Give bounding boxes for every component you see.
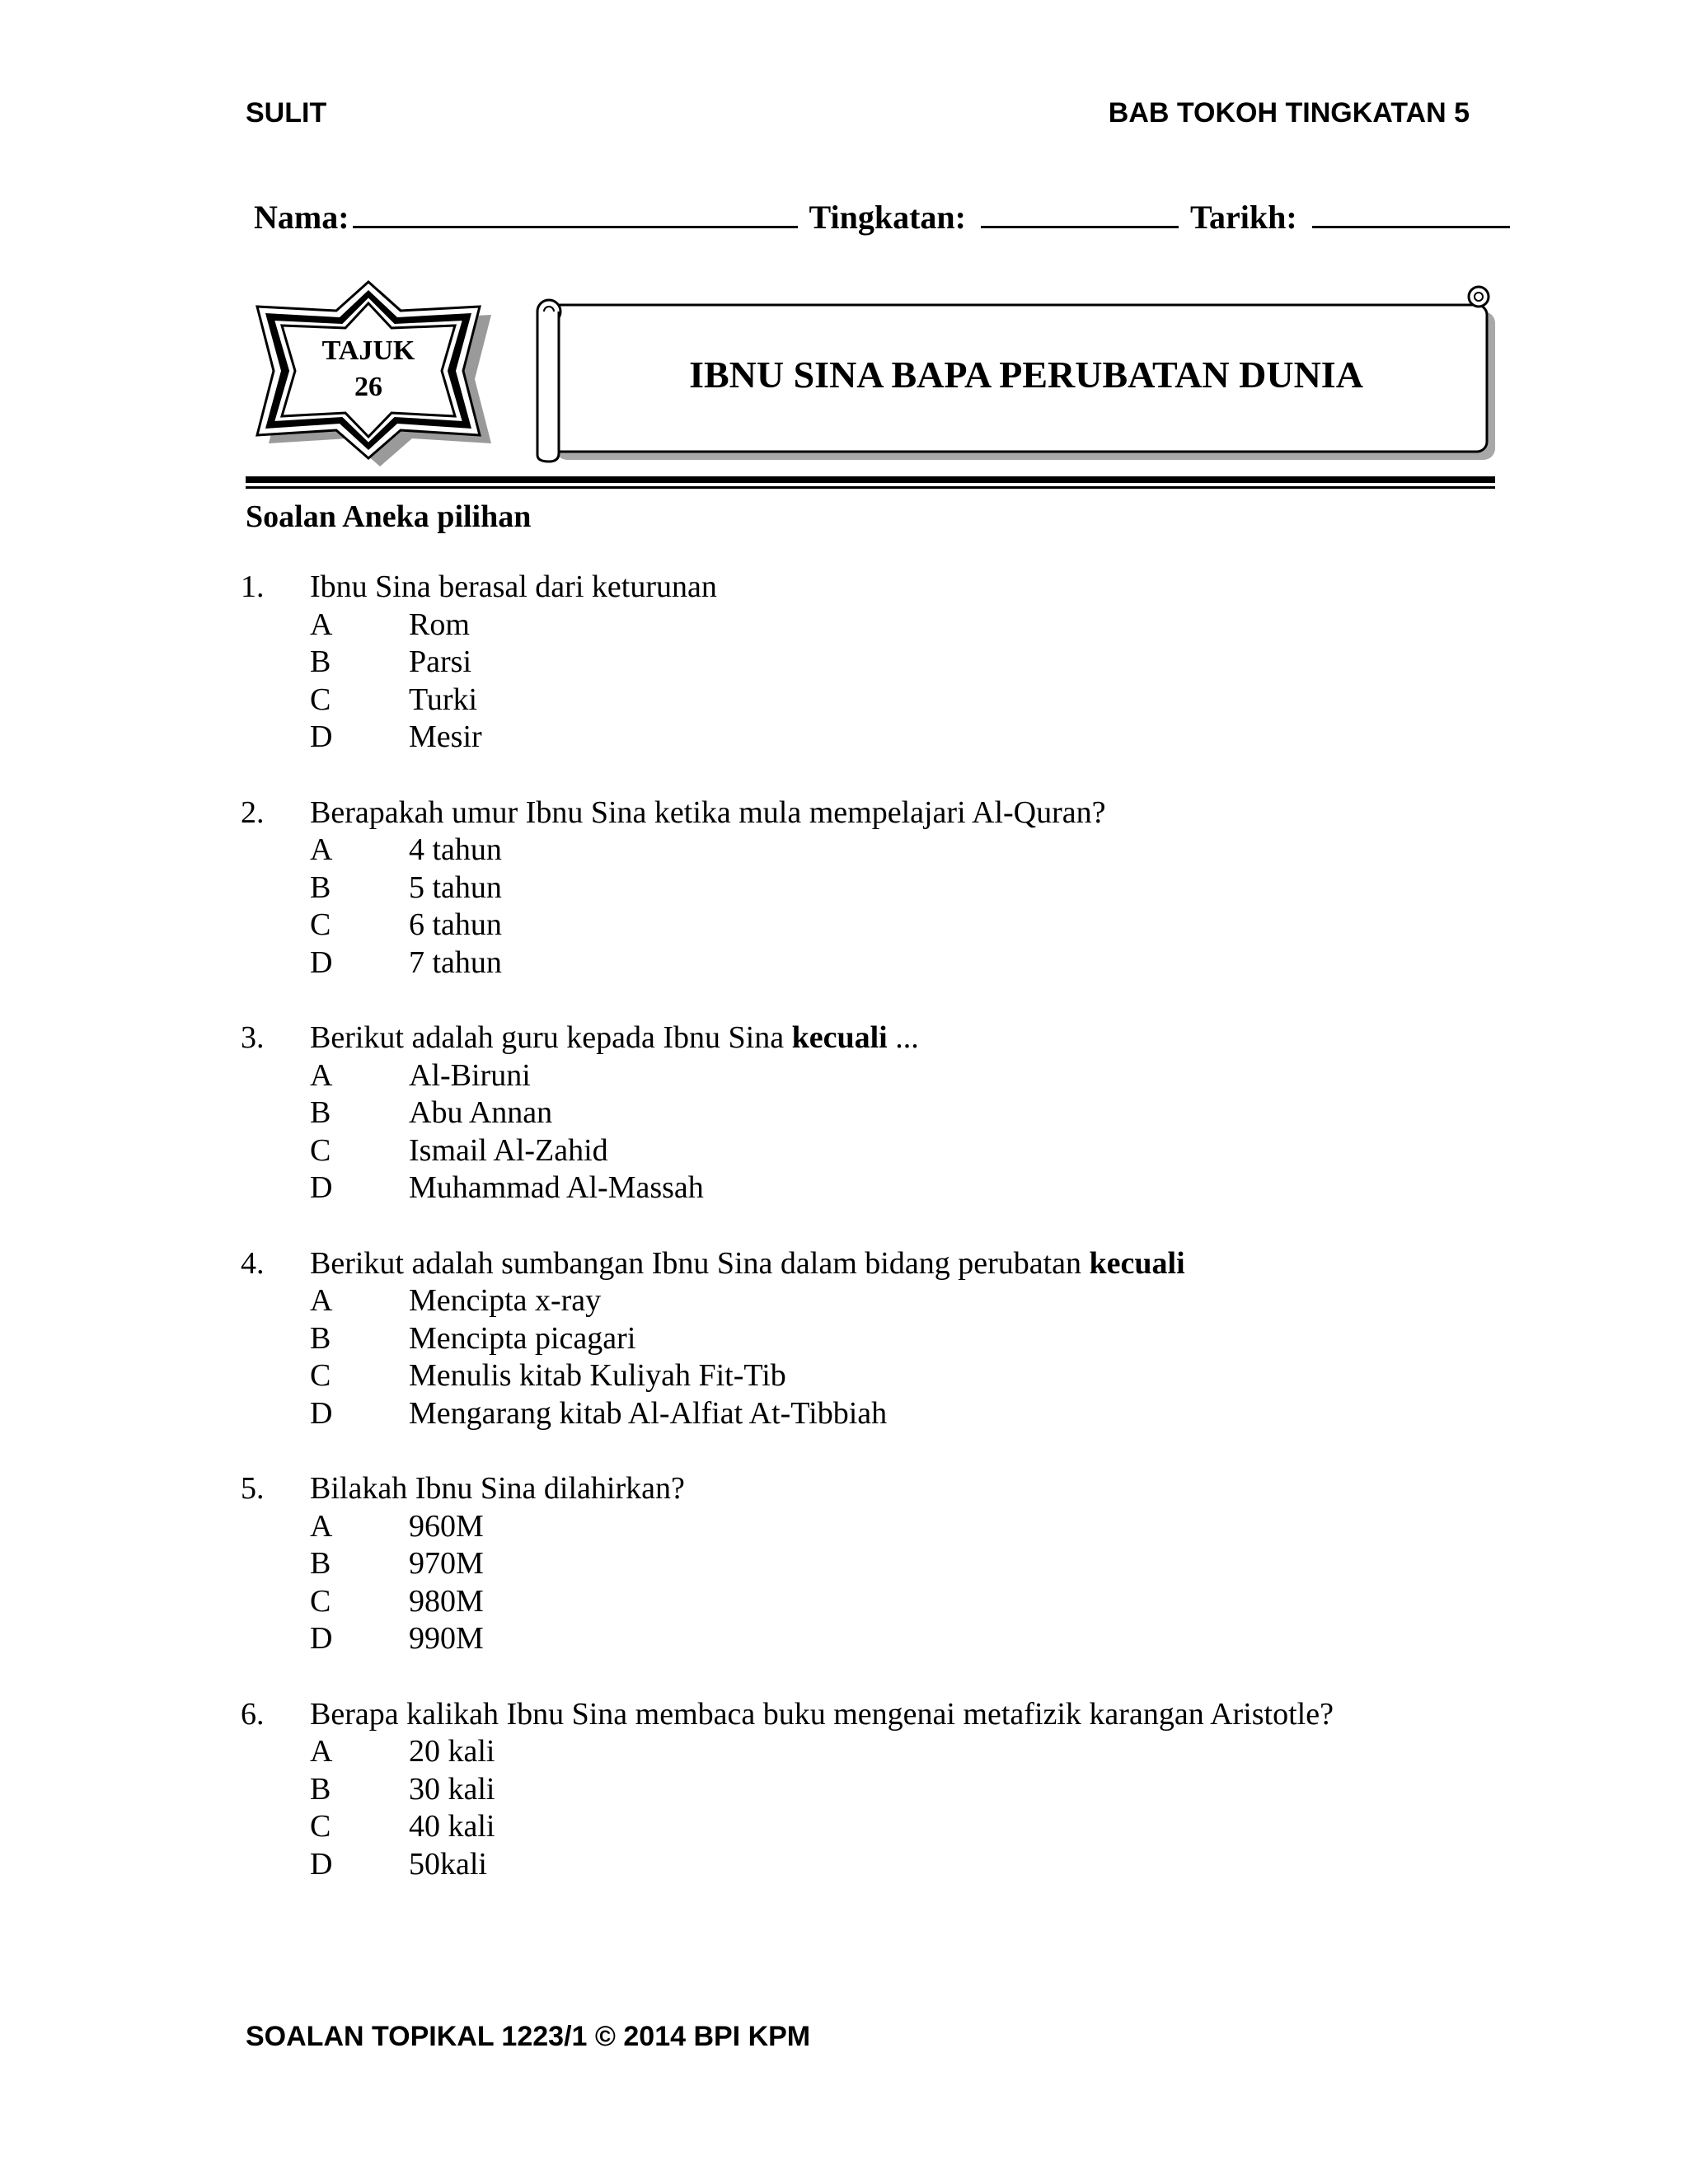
question-2: [241, 794, 1510, 982]
question-text: [310, 1245, 1185, 1283]
question-5: [241, 1470, 1510, 1658]
question-text: [310, 1696, 1334, 1734]
question-number: 6.: [241, 1696, 265, 1732]
option-text: 20 kali: [409, 1734, 495, 1769]
topic-number: 26: [354, 372, 382, 402]
option-letter: C: [310, 682, 331, 717]
option-text: 5 tahun: [409, 869, 502, 905]
name-blank[interactable]: [353, 196, 798, 228]
question-number: 2.: [241, 794, 265, 830]
question-number: 4.: [241, 1245, 265, 1281]
form-label: Tingkatan:: [809, 199, 966, 236]
answer-option[interactable]: [241, 682, 1510, 719]
header-right: BAB TOKOH TINGKATAN 5: [1108, 97, 1470, 129]
option-text: Al-Biruni: [409, 1057, 531, 1093]
question-number: 1.: [241, 569, 265, 604]
option-letter: B: [310, 1771, 331, 1807]
option-text: 4 tahun: [409, 832, 502, 867]
option-letter: D: [310, 1621, 333, 1656]
topic-title: IBNU SINA BAPA PERUBATAN DUNIA: [689, 354, 1363, 396]
option-letter: B: [310, 1095, 331, 1130]
answer-option[interactable]: [241, 832, 1510, 869]
answer-option[interactable]: [241, 1282, 1510, 1320]
option-text: Mesir: [409, 719, 482, 754]
answer-option[interactable]: [241, 869, 1510, 907]
answer-option[interactable]: [241, 907, 1510, 944]
option-letter: D: [310, 1846, 333, 1882]
option-text: 960M: [409, 1508, 484, 1544]
option-text: 980M: [409, 1583, 484, 1619]
answer-option[interactable]: [241, 1545, 1510, 1583]
option-text: Mencipta x-ray: [409, 1283, 602, 1318]
question-4: [241, 1245, 1510, 1433]
question-stem: Berikut adalah sumbangan Ibnu Sina dalam bidang perubatan: [310, 1245, 1090, 1281]
question-number: 5.: [241, 1471, 265, 1506]
option-letter: B: [310, 869, 331, 905]
section-heading: Soalan Aneka pilihan: [246, 499, 532, 534]
option-text: 7 tahun: [409, 944, 502, 980]
answer-option[interactable]: [241, 1094, 1510, 1132]
question-stem: Berapa kalikah Ibnu Sina membaca buku mengenai metafizik karangan Aristotle?: [310, 1696, 1334, 1732]
header-left: SULIT: [246, 97, 327, 129]
question-text: [310, 569, 717, 607]
answer-option[interactable]: [241, 719, 1510, 757]
question-text: [310, 794, 1106, 832]
question-6: [241, 1696, 1510, 1884]
option-letter: C: [310, 1809, 331, 1844]
option-letter: D: [310, 1395, 333, 1431]
question-stem: Berapakah umur Ibnu Sina ketika mula mempelajari Al-Quran?: [310, 794, 1106, 830]
question-tail: ...: [887, 1020, 919, 1055]
question-number: 3.: [241, 1020, 265, 1055]
question-text: [310, 1019, 919, 1057]
question-3: [241, 1019, 1510, 1207]
answer-option[interactable]: [241, 1320, 1510, 1358]
option-text: Mengarang kitab Al-Alfiat At-Tibbiah: [409, 1395, 888, 1431]
answer-option[interactable]: [241, 1846, 1510, 1884]
option-text: 50kali: [409, 1846, 487, 1882]
option-letter: A: [310, 1283, 333, 1318]
student-info-line: [254, 196, 1510, 237]
topic-label: TAJUK: [321, 335, 415, 366]
answer-option[interactable]: [241, 944, 1510, 982]
option-letter: C: [310, 1583, 331, 1619]
answer-option[interactable]: [241, 1508, 1510, 1546]
question-text: [310, 1470, 685, 1508]
option-letter: D: [310, 1170, 333, 1205]
option-text: 990M: [409, 1621, 484, 1656]
answer-option[interactable]: [241, 1808, 1510, 1846]
option-text: Rom: [409, 607, 470, 642]
option-letter: D: [310, 944, 333, 980]
option-text: 6 tahun: [409, 907, 502, 942]
question-stem: Ibnu Sina berasal dari keturunan: [310, 569, 717, 604]
option-text: 40 kali: [409, 1809, 495, 1844]
name-label: Nama:: [254, 199, 349, 236]
question-1: [241, 569, 1510, 757]
option-letter: D: [310, 719, 333, 754]
form-blank[interactable]: [981, 196, 1179, 228]
header-divider-thin: [246, 486, 1495, 489]
answer-option[interactable]: [241, 1357, 1510, 1395]
option-letter: C: [310, 1132, 331, 1168]
answer-option[interactable]: [241, 1057, 1510, 1095]
option-letter: C: [310, 1358, 331, 1393]
date-blank[interactable]: [1312, 196, 1510, 228]
answer-option[interactable]: [241, 1583, 1510, 1621]
question-list: [241, 569, 1510, 1921]
option-text: Mencipta picagari: [409, 1320, 636, 1356]
option-text: Ismail Al-Zahid: [409, 1132, 608, 1168]
answer-option[interactable]: [241, 1620, 1510, 1658]
footer: SOALAN TOPIKAL 1223/1 © 2014 BPI KPM: [246, 2021, 811, 2052]
answer-option[interactable]: [241, 1733, 1510, 1771]
header-divider-thick: [246, 476, 1495, 483]
question-emphasis: kecuali: [1089, 1245, 1185, 1281]
option-text: Abu Annan: [409, 1095, 553, 1130]
option-letter: C: [310, 907, 331, 942]
answer-option[interactable]: [241, 644, 1510, 682]
option-text: 970M: [409, 1546, 484, 1581]
date-label: Tarikh:: [1189, 199, 1297, 236]
answer-option[interactable]: [241, 607, 1510, 644]
answer-option[interactable]: [241, 1771, 1510, 1809]
option-text: Turki: [409, 682, 478, 717]
option-letter: B: [310, 644, 331, 679]
answer-option[interactable]: [241, 1169, 1510, 1207]
option-letter: A: [310, 1734, 333, 1769]
topic-badge-text: [232, 333, 504, 405]
question-stem: Berikut adalah guru kepada Ibnu Sina: [310, 1020, 792, 1055]
question-stem: Bilakah Ibnu Sina dilahirkan?: [310, 1471, 685, 1506]
option-letter: A: [310, 1508, 333, 1544]
option-letter: B: [310, 1546, 331, 1581]
option-text: Muhammad Al-Massah: [409, 1170, 704, 1205]
option-text: 30 kali: [409, 1771, 495, 1807]
option-letter: A: [310, 832, 333, 867]
answer-option[interactable]: [241, 1132, 1510, 1170]
option-text: Parsi: [409, 644, 471, 679]
answer-option[interactable]: [241, 1395, 1510, 1433]
option-letter: A: [310, 1057, 333, 1093]
question-emphasis: kecuali: [791, 1020, 888, 1055]
option-text: Menulis kitab Kuliyah Fit-Tib: [409, 1358, 786, 1393]
option-letter: A: [310, 607, 333, 642]
option-letter: B: [310, 1320, 331, 1356]
